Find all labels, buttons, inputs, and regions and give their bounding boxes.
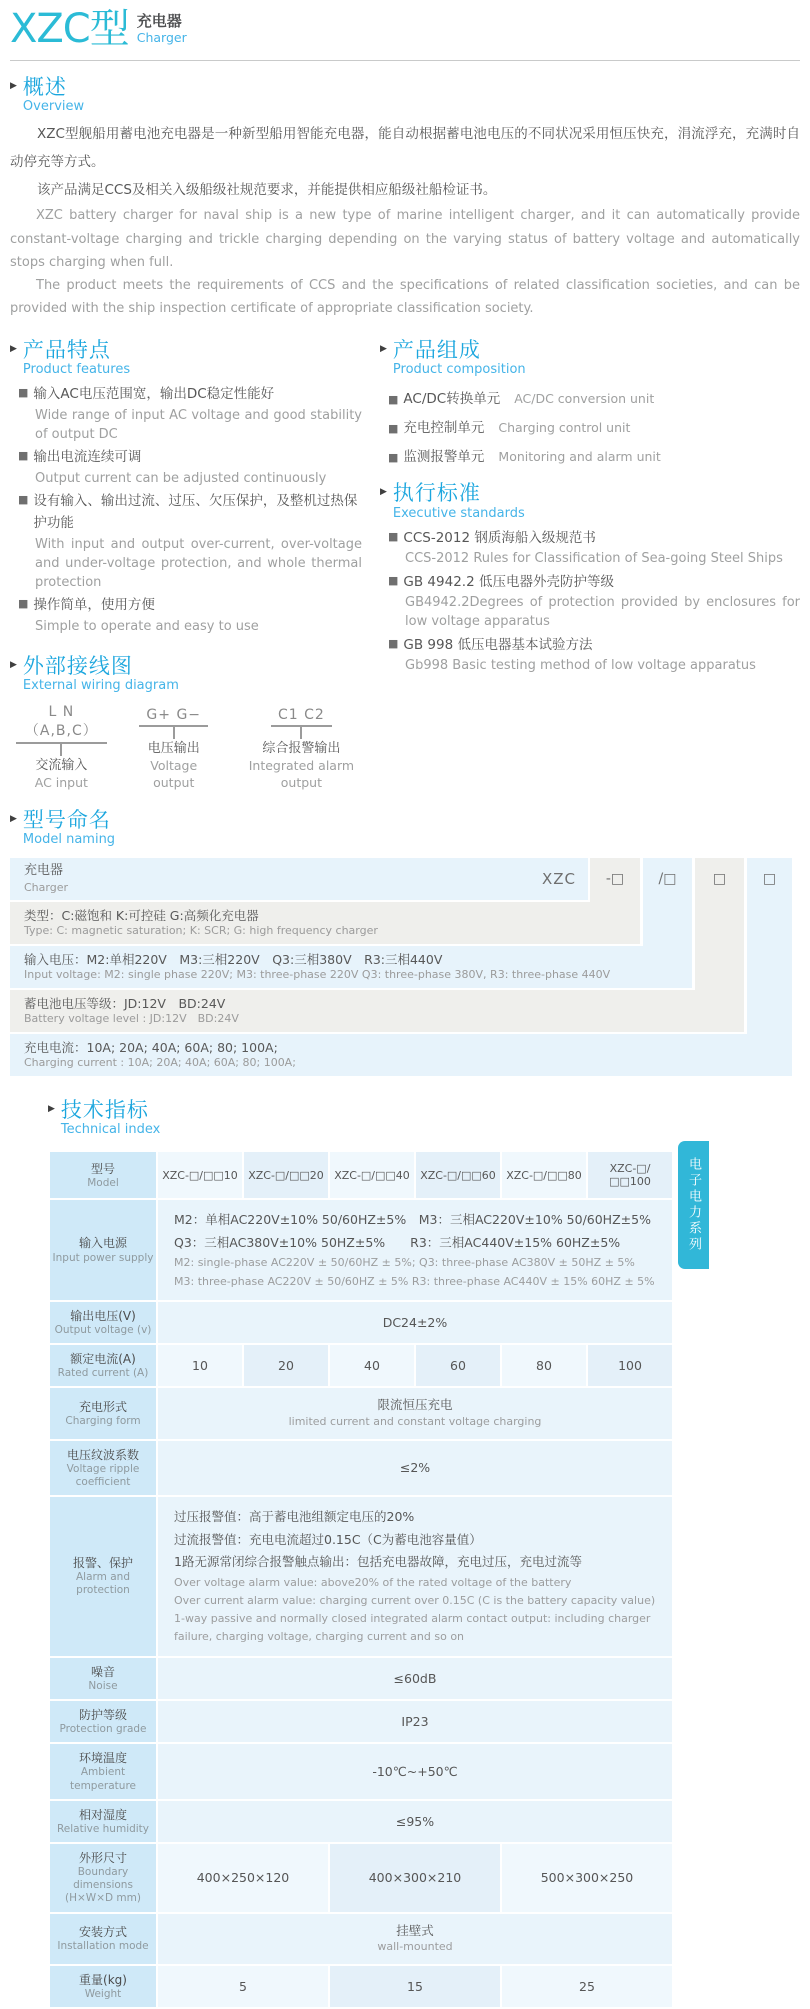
- row-label-zh: 外形尺寸: [78, 1850, 127, 1865]
- standard-zh: GB 998 低压电器基本试验方法: [403, 636, 593, 653]
- wiring-terminal-alarm: [241, 704, 362, 791]
- naming-row-zh: 蓄电池电压等级：JD:12V BD:24V: [24, 995, 226, 1011]
- feature-text-en: Simple to operate and easy to use: [35, 618, 259, 634]
- terminal-code: C1 C2: [271, 707, 332, 727]
- spec-value-weight: 5: [158, 1966, 328, 2007]
- section-overview-titles: [23, 75, 84, 115]
- naming-slot-charging-current: □: [747, 858, 792, 1076]
- feature-list: [10, 384, 362, 636]
- spec-row-protection: [50, 1701, 672, 1742]
- product-name-zh: 充电器: [136, 12, 182, 30]
- standard-en: GB4942.2Degrees of protection provided by enclosures for low voltage apparatus: [405, 595, 800, 630]
- row-label: [50, 1200, 156, 1300]
- section-title-en: Model naming: [22, 831, 116, 847]
- feature-line: [18, 384, 362, 406]
- terminal-tick: [300, 727, 302, 739]
- square-bullet-icon: ■: [18, 386, 29, 400]
- standards-list: [380, 528, 800, 676]
- spec-value-rated-current: 80: [502, 1345, 586, 1386]
- row-label: [50, 1844, 156, 1912]
- row-label-en: Ambient temperature: [70, 1766, 136, 1792]
- row-label-en: Voltage ripple coefficient: [66, 1462, 140, 1488]
- triangle-bullet-icon: ▶: [10, 660, 17, 671]
- model-header-cell: XZC-□/□□100: [588, 1152, 672, 1198]
- composition-en: Monitoring and alarm unit: [498, 449, 661, 465]
- feature-line: [18, 447, 362, 469]
- row-label: [50, 1966, 156, 2007]
- section-composition-titles: [393, 338, 526, 378]
- spec-value-weight: 15: [330, 1966, 500, 2007]
- composition-zh: 充电控制单元: [403, 420, 485, 437]
- spec-line-zh: 过流报警值：充电电流超过0.15C（C为蓄电池容量值）: [174, 1531, 482, 1547]
- naming-slot-type: -□: [590, 858, 640, 944]
- row-label-en: Relative humidity: [56, 1822, 150, 1835]
- standard-line: [388, 572, 800, 594]
- section-title-zh: 执行标准: [392, 481, 481, 506]
- section-title-en: Executive standards: [392, 505, 525, 521]
- feature-text-zh: 设有输入、输出过流、过压、欠压保护，及整机过热保护功能: [33, 493, 358, 531]
- section-naming-titles: [23, 808, 115, 848]
- row-label: [50, 1801, 156, 1842]
- composition-en: AC/DC conversion unit: [514, 391, 655, 407]
- composition-en: Charging control unit: [498, 420, 631, 436]
- spec-value-weight: 25: [502, 1966, 672, 2007]
- standard-en: CCS-2012 Rules for Classification of Sea-going Steel Ships: [405, 551, 783, 567]
- terminal-label-en: Voltage output: [150, 758, 198, 790]
- spec-row-dimensions: [50, 1844, 672, 1912]
- naming-row-charging-current: [10, 1034, 792, 1076]
- wiring-terminal-voltage: [137, 704, 211, 791]
- spec-row-input-power: [50, 1200, 672, 1300]
- triangle-bullet-icon: ▶: [380, 344, 387, 355]
- row-label-en: Installation mode: [57, 1940, 149, 1953]
- spec-line-zh: Q3：三相AC380V±10% 50HZ±5% R3：三相AC440V±15% 60HZ±5%: [174, 1234, 621, 1250]
- product-name-block: [137, 8, 187, 45]
- standard-item: [388, 572, 800, 632]
- row-label-en: Weight: [84, 1987, 122, 2000]
- two-column-area: [10, 324, 800, 792]
- naming-row-product: [10, 858, 588, 900]
- row-label: [50, 1345, 156, 1386]
- spec-line-zh: 限流恒压充电: [377, 1397, 453, 1413]
- section-title-zh: 产品组成: [392, 338, 481, 363]
- naming-slot-input-voltage: /□: [643, 858, 692, 988]
- section-title-en: Technical index: [60, 1122, 161, 1138]
- section-features-titles: [23, 338, 130, 378]
- terminal-label-en: Integrated alarm output: [248, 758, 355, 790]
- spec-row-installation: [50, 1914, 672, 1964]
- model-header-cell: XZC-□/□□40: [330, 1152, 414, 1198]
- row-label-zh: 电压纹波系数: [66, 1447, 139, 1462]
- composition-item: [388, 387, 800, 407]
- spec-value-noise: ≤60dB: [158, 1658, 672, 1699]
- model-header-cell: XZC-□/□□80: [502, 1152, 586, 1198]
- spec-line-en: M2: single-phase AC220V ± 50/60HZ ± 5%; Q3: three-phase AC380V ± 50HZ ± 5%: [174, 1256, 635, 1270]
- row-label-zh: 充电形式: [78, 1399, 127, 1414]
- square-bullet-icon: ■: [388, 573, 399, 587]
- section-features-heading: [10, 338, 362, 378]
- spec-value-rated-current: 20: [244, 1345, 328, 1386]
- naming-product-en: Charger: [24, 880, 68, 894]
- spec-value-input-power: [158, 1200, 672, 1300]
- naming-row-zh: 类型：C:磁饱和 K:可控硅 G:高频化充电器: [24, 907, 259, 923]
- section-title-zh: 型号命名: [22, 807, 111, 832]
- naming-base-code: XZC: [541, 869, 576, 888]
- section-naming-heading: [10, 808, 800, 848]
- triangle-bullet-icon: ▶: [48, 1103, 55, 1114]
- terminal-tick: [173, 727, 175, 739]
- spec-value-output-voltage: DC24±2%: [158, 1302, 672, 1343]
- terminal-tick: [60, 744, 62, 756]
- triangle-bullet-icon: ▶: [10, 813, 17, 824]
- spec-row-humidity: [50, 1801, 672, 1842]
- spec-value-charging-form: [158, 1388, 672, 1438]
- spec-line-en: Over current alarm value: charging current over 0.15C (C is the battery capacity value): [174, 1593, 656, 1607]
- row-label: [50, 1302, 156, 1343]
- spec-row-noise: [50, 1658, 672, 1699]
- terminal-label-zh: 电压输出: [147, 741, 200, 757]
- feature-item: [18, 384, 362, 444]
- row-label-en: Charging form: [65, 1415, 141, 1428]
- triangle-bullet-icon: ▶: [10, 344, 17, 355]
- square-bullet-icon: ■: [388, 451, 399, 465]
- row-label-en: Output voltage (v): [54, 1324, 152, 1337]
- row-label-zh: 环境温度: [78, 1751, 127, 1766]
- model-naming-diagram: [10, 858, 792, 1076]
- spec-row-rated-current: [50, 1345, 672, 1386]
- section-technical-heading: [48, 1098, 800, 1138]
- section-title-zh: 技术指标: [60, 1097, 149, 1122]
- row-label-zh: 输入电源: [78, 1236, 127, 1251]
- overview-paragraph-en-1: XZC battery charger for naval ship is a new type of marine intelligent charger, and it can automatically provide constant-voltage charging and trickle charging depending on the varying status of battery voltage and automatically stops charging when full.: [10, 208, 800, 270]
- spec-row-alarm: [50, 1497, 672, 1656]
- series-ribbon: 电子电力系列: [678, 1141, 709, 1269]
- standard-item: [388, 635, 800, 676]
- model-header-cell: XZC-□/□□60: [416, 1152, 500, 1198]
- naming-row-en: Battery voltage level : JD:12V BD:24V: [24, 1012, 239, 1026]
- left-column: [10, 324, 362, 792]
- spec-value-rated-current: 100: [588, 1345, 672, 1386]
- section-technical-titles: [61, 1098, 160, 1138]
- composition-zh: 监测报警单元: [403, 449, 485, 466]
- row-label-en: Alarm and protection: [76, 1571, 130, 1597]
- wiring-terminal-ac: [16, 704, 107, 791]
- section-wiring-titles: [23, 654, 179, 694]
- row-label-en: Protection grade: [59, 1723, 147, 1736]
- square-bullet-icon: ■: [18, 449, 29, 463]
- square-bullet-icon: ■: [388, 422, 399, 436]
- spec-line-en: Over voltage alarm value: above20% of the rated voltage of the battery: [174, 1575, 572, 1589]
- spec-value-ripple: ≤2%: [158, 1441, 672, 1495]
- standard-line: [388, 635, 800, 657]
- spec-value-humidity: ≤95%: [158, 1801, 672, 1842]
- naming-row-zh: 充电电流：10A; 20A; 40A; 60A; 80; 100A;: [24, 1039, 278, 1055]
- terminal-code: L N（A,B,C）: [16, 704, 107, 744]
- naming-row-en: Type: C: magnetic saturation; K: SCR; G: high frequency charger: [24, 924, 378, 938]
- spec-line-en: wall-mounted: [377, 1939, 453, 1953]
- row-label-zh: 输出电压(V): [70, 1308, 136, 1323]
- square-bullet-icon: ■: [388, 393, 399, 407]
- section-title-en: Overview: [22, 99, 85, 115]
- row-label: [50, 1744, 156, 1798]
- right-column: [380, 324, 800, 792]
- feature-item: [18, 447, 362, 488]
- spec-line-zh: M2：单相AC220V±10% 50/60HZ±5% M3：三相AC220V±10% 50/60HZ±5%: [174, 1212, 651, 1228]
- naming-slot-battery-level: □: [695, 858, 744, 1032]
- row-label: [50, 1388, 156, 1438]
- divider-rule: [10, 60, 800, 61]
- overview-paragraph-zh-1: XZC型舰船用蓄电池充电器是一种新型船用智能充电器，能自动根据蓄电池电压的不同状况采用恒压快充，涓流浮充，充满时自动停充等方式。: [10, 126, 800, 171]
- composition-zh: AC/DC转换单元: [403, 391, 501, 408]
- standard-item: [388, 528, 800, 569]
- product-name-en: Charger: [136, 30, 187, 45]
- row-label-zh: 额定电流(A): [70, 1352, 136, 1367]
- row-label-zh: 报警、保护: [72, 1556, 133, 1571]
- feature-line: [18, 595, 362, 617]
- section-title-en: Product composition: [392, 362, 526, 378]
- row-label-zh: 相对湿度: [78, 1807, 127, 1822]
- spec-row-temperature: [50, 1744, 672, 1798]
- spec-row-weight: [50, 1966, 672, 2007]
- spec-line-zh: 挂壁式: [396, 1922, 434, 1938]
- row-label-en: Rated current (A): [57, 1367, 149, 1380]
- feature-line: [18, 491, 362, 534]
- square-bullet-icon: ■: [388, 636, 399, 650]
- row-label-zh: 型号: [90, 1161, 115, 1176]
- naming-row-en: Input voltage: M2: single phase 220V; M3: three-phase 220V Q3: three-phase 380V, R3: three-phase 440V: [24, 968, 611, 982]
- row-label-en: Boundary dimensions: [73, 1866, 133, 1892]
- feature-text-zh: 输入AC电压范围宽，输出DC稳定性能好: [33, 386, 275, 403]
- standard-en: Gb998 Basic testing method of low voltage apparatus: [405, 658, 756, 674]
- section-title-zh: 概述: [22, 75, 67, 99]
- naming-product-zh: 充电器: [24, 863, 64, 879]
- technical-spec-table: [48, 1150, 674, 2009]
- feature-text-en: With input and output over-current, over-voltage and under-voltage protection, and whole thermal protection: [35, 536, 362, 590]
- row-label-zh: 噪音: [90, 1664, 115, 1679]
- spec-value-rated-current: 60: [416, 1345, 500, 1386]
- composition-item: [388, 416, 800, 436]
- standard-line: [388, 528, 800, 550]
- square-bullet-icon: ■: [18, 597, 29, 611]
- row-label-en: Noise: [88, 1679, 118, 1692]
- row-label: [50, 1441, 156, 1495]
- spec-value-dimensions: 400×300×210: [330, 1844, 500, 1912]
- row-label: [50, 1497, 156, 1656]
- spec-line-en: M3: three-phase AC220V ± 50/60HZ ± 5% R3: three-phase AC440V ± 15% 60HZ ± 5%: [174, 1274, 655, 1288]
- row-label: [50, 1914, 156, 1964]
- terminal-label-zh: 综合报警输出: [262, 741, 341, 757]
- row-label-en: Model: [87, 1176, 119, 1189]
- naming-row-type: [10, 902, 640, 944]
- spec-line-zh: 过压报警值：高于蓄电池组额定电压的20%: [174, 1509, 415, 1525]
- section-title-zh: 产品特点: [22, 338, 111, 363]
- naming-row-battery-level: [10, 990, 744, 1032]
- terminal-label-en: AC input: [34, 775, 88, 791]
- terminal-label-zh: 交流输入: [35, 758, 88, 774]
- row-label-zh: 安装方式: [78, 1924, 127, 1939]
- spec-row-charging-form: [50, 1388, 672, 1438]
- section-title-en: External wiring diagram: [22, 678, 179, 694]
- row-label-unit: (H×W×D mm): [65, 1892, 141, 1905]
- composition-item: [388, 445, 800, 465]
- wiring-terminals: [16, 704, 362, 791]
- triangle-bullet-icon: ▶: [10, 81, 17, 91]
- naming-row-en: Charging current : 10A; 20A; 40A; 60A; 80; 100A;: [24, 1056, 296, 1070]
- spec-value-temperature: -10℃~+50℃: [158, 1744, 672, 1798]
- naming-row-zh: 输入电压：M2:单相220V M3:三相220V Q3:三相380V R3:三相440V: [24, 951, 443, 967]
- standard-zh: CCS-2012 钢质海船入级规范书: [403, 529, 596, 546]
- section-overview-heading: [10, 75, 800, 115]
- composition-list: [380, 387, 800, 465]
- spec-row-output-voltage: [50, 1302, 672, 1343]
- feature-text-en: Output current can be adjusted continuously: [35, 471, 327, 487]
- spec-row-ripple: [50, 1441, 672, 1495]
- section-standards-heading: [380, 481, 800, 521]
- spec-value-dimensions: 400×250×120: [158, 1844, 328, 1912]
- spec-value-dimensions: 500×300×250: [502, 1844, 672, 1912]
- model-header-cell: XZC-□/□□10: [158, 1152, 242, 1198]
- row-label: [50, 1701, 156, 1742]
- section-standards-titles: [393, 481, 525, 521]
- overview-paragraph-en-2: The product meets the requirements of CCS and the specifications of related classification societies, and can be provided with the ship inspection certificate of appropriate classification society.: [10, 277, 800, 316]
- naming-row-input-voltage: [10, 946, 692, 988]
- row-label: [50, 1152, 156, 1198]
- series-title: XZC型: [10, 6, 129, 52]
- row-label-zh: 重量(kg): [79, 1972, 127, 1987]
- masthead: [10, 8, 800, 50]
- feature-text-zh: 输出电流连续可调: [33, 449, 142, 466]
- overview-paragraph-zh-2: 该产品满足CCS及相关入级船级社规范要求，并能提供相应船级社船检证书。: [37, 181, 497, 198]
- feature-text-zh: 操作简单，使用方便: [33, 597, 155, 614]
- square-bullet-icon: ■: [18, 493, 29, 507]
- section-title-zh: 外部接线图: [22, 654, 133, 679]
- spec-value-protection: IP23: [158, 1701, 672, 1742]
- feature-item: [18, 491, 362, 592]
- section-title-en: Product features: [22, 362, 131, 378]
- section-composition-heading: [380, 338, 800, 378]
- feature-text-en: Wide range of input AC voltage and good stability of output DC: [35, 408, 362, 443]
- row-label-zh: 防护等级: [78, 1707, 127, 1722]
- triangle-bullet-icon: ▶: [380, 487, 387, 498]
- feature-item: [18, 595, 362, 636]
- row-label: [50, 1658, 156, 1699]
- spec-line-en: 1-way passive and normally closed integrated alarm contact output: including charger failure, charging voltage, charging current and so on: [174, 1612, 651, 1644]
- spec-value-rated-current: 40: [330, 1345, 414, 1386]
- standard-zh: GB 4942.2 低压电器外壳防护等级: [403, 573, 614, 590]
- model-header-cell: XZC-□/□□20: [244, 1152, 328, 1198]
- spec-value-installation: [158, 1914, 672, 1964]
- terminal-code: G+ G−: [139, 707, 208, 727]
- overview-body: [10, 121, 800, 320]
- spec-value-alarm: [158, 1497, 672, 1656]
- spec-line-en: limited current and constant voltage charging: [288, 1414, 542, 1428]
- spec-value-rated-current: 10: [158, 1345, 242, 1386]
- spec-line-zh: 1路无源常闭综合报警触点输出：包括充电器故障，充电过压，充电过流等: [174, 1554, 582, 1570]
- section-wiring-heading: [10, 654, 362, 694]
- row-label-en: Input power supply: [52, 1251, 154, 1264]
- spec-row-model: [50, 1152, 672, 1198]
- square-bullet-icon: ■: [388, 529, 399, 543]
